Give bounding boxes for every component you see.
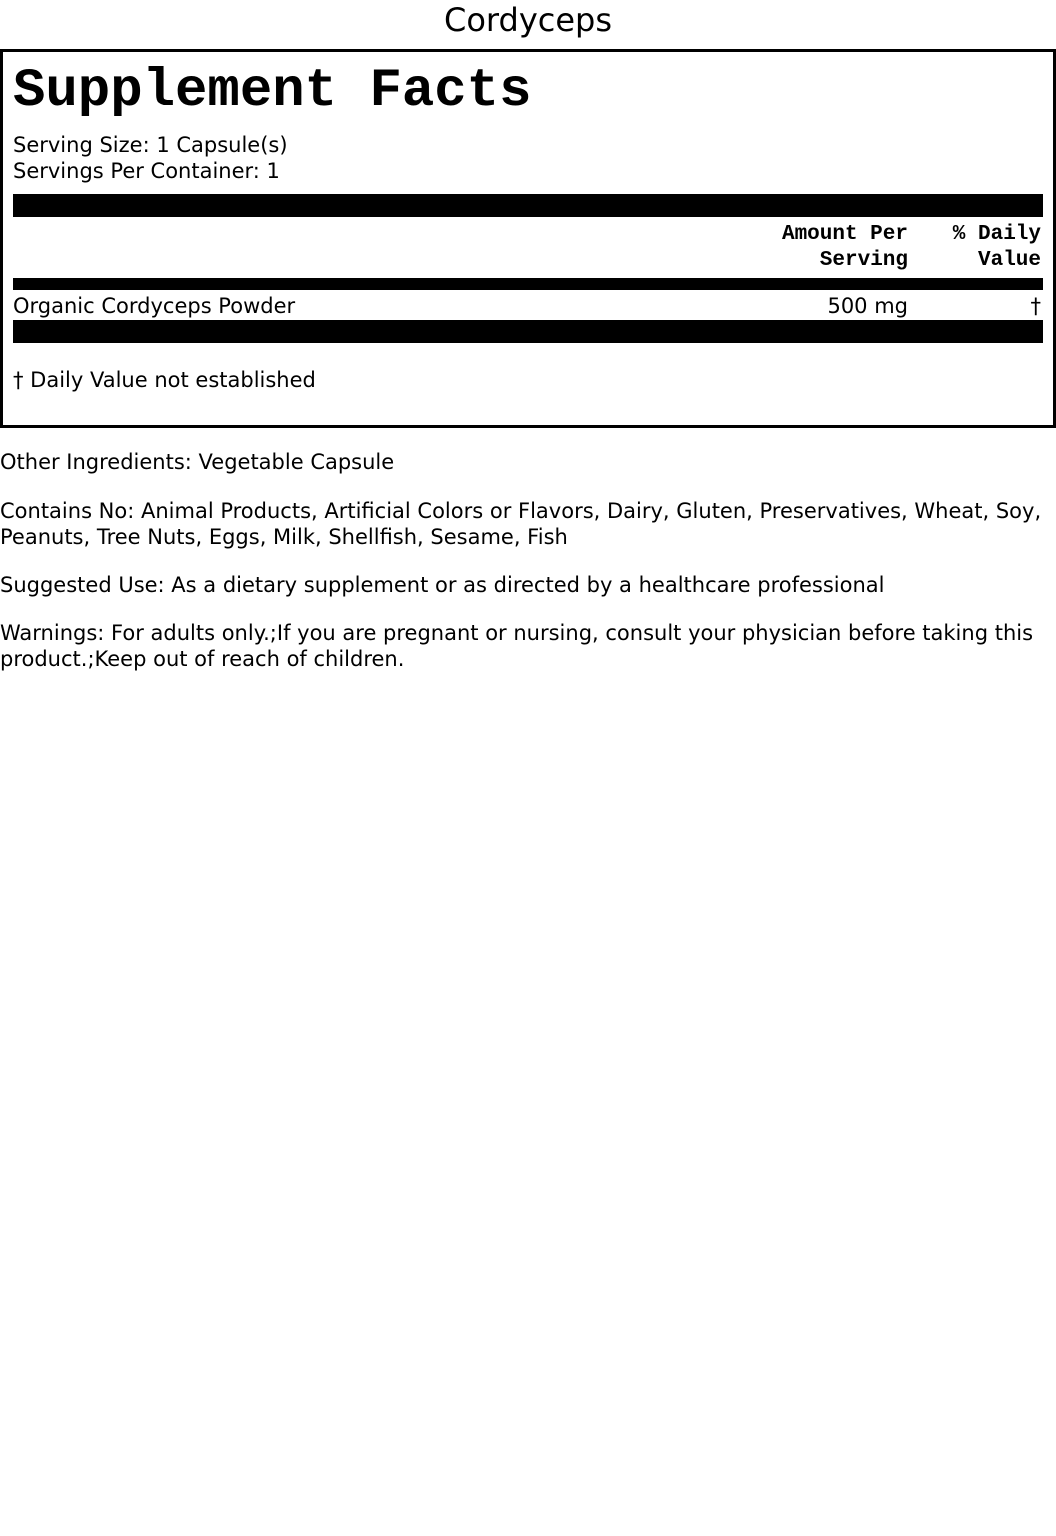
divider-bar-bottom: [13, 320, 1043, 343]
daily-value-footnote: † Daily Value not established: [13, 368, 316, 392]
serving-size: Serving Size: 1 Capsule(s): [13, 133, 288, 157]
ingredient-amount: 500 mg: [827, 294, 908, 318]
ingredient-daily-value: †: [1030, 294, 1041, 318]
divider-bar-middle: [13, 278, 1043, 290]
warnings: Warnings: For adults only.;If you are pregnant or nursing, consult your physician before taking this product.;Keep out of reach of children.: [0, 621, 1034, 671]
servings-per-container: Servings Per Container: 1: [13, 159, 280, 183]
column-header-amount-line2: Serving: [819, 249, 908, 272]
divider-bar-top: [13, 194, 1043, 217]
ingredient-name: Organic Cordyceps Powder: [13, 294, 296, 318]
product-title: Cordyceps: [443, 1, 613, 39]
column-header-dv-line2: Value: [977, 249, 1041, 272]
contains-no: Contains No: Animal Products, Artificial Colors or Flavors, Dairy, Gluten, Preservatives, Wheat, Soy, Peanuts, Tree Nuts, Eggs, Milk, Shellfish, Sesame, Fish: [0, 499, 1042, 549]
supplement-facts-panel: [0, 49, 1056, 428]
column-header-daily-value: [953, 222, 1041, 274]
column-header-amount-line1: Amount Per: [781, 223, 908, 246]
suggested-use: Suggested Use: As a dietary supplement or as directed by a healthcare professional: [0, 573, 885, 597]
facts-heading: Supplement Facts: [13, 61, 532, 122]
column-header-amount: [782, 222, 908, 274]
other-ingredients: Other Ingredients: Vegetable Capsule: [0, 450, 395, 474]
column-header-dv-line1: % Daily: [952, 223, 1041, 246]
